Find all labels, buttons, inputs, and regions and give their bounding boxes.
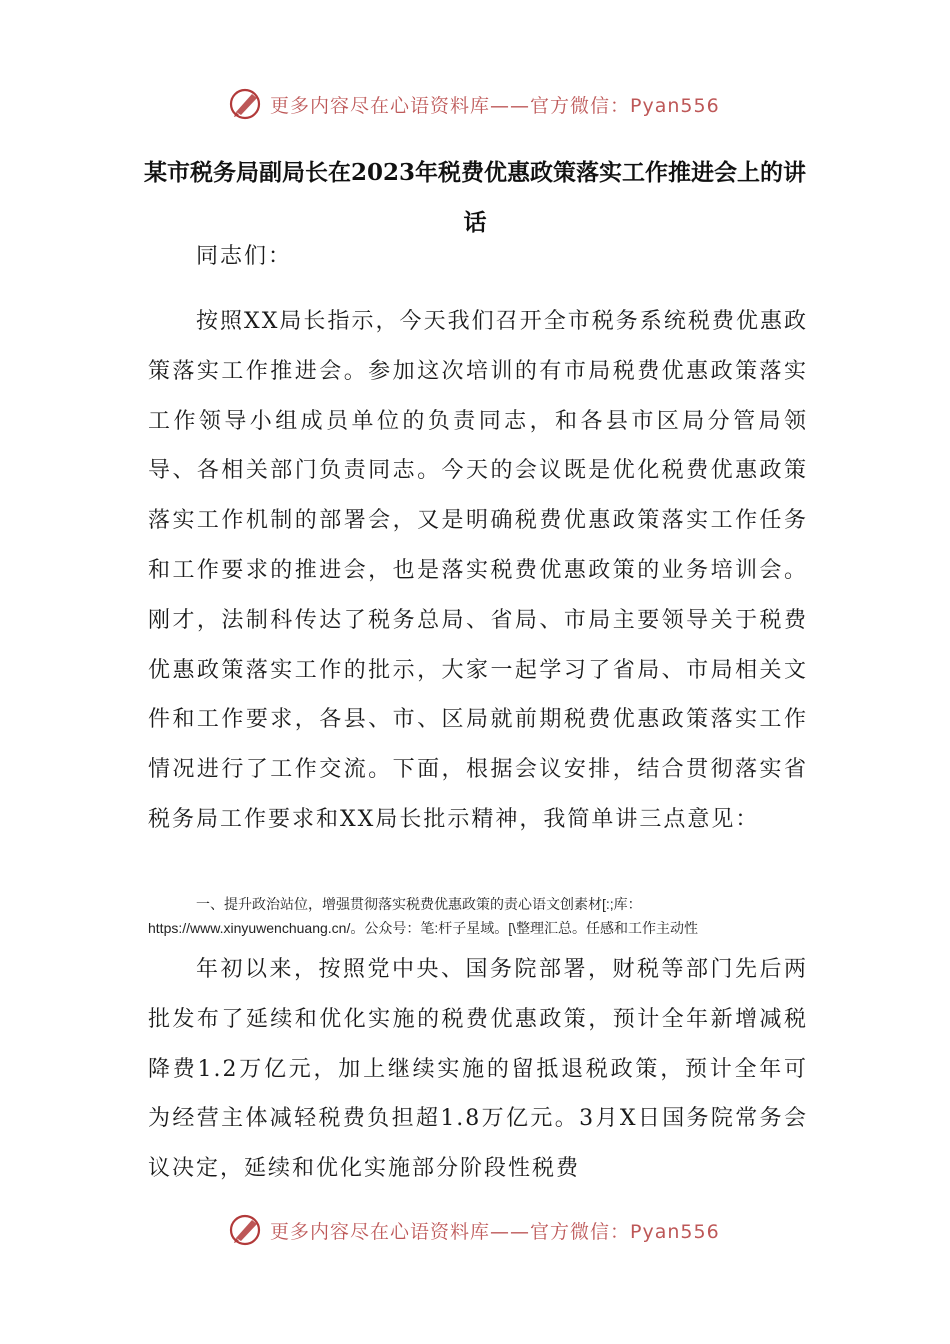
pen-logo-icon [228,86,266,122]
watermark-text: 更多内容尽在心语资料库——官方微信：Pyan556 [270,1220,720,1243]
section-heading-note: 一、提升政治站位，增强贯彻落实税费优惠政策的责心语文创素材[:;库：https://www.xinyuwenchuang.cn/。公众号：笔:杆子星域。[\整理汇总。任感和工作主动性 [148,896,698,936]
watermark-text: 更多内容尽在心语资料库——官方微信：Pyan556 [270,94,720,117]
document-title: 某市税务局副局长在2023年税费优惠政策落实工作推进会上的讲话 [143,159,806,236]
watermark-header [228,86,720,122]
watermark-footer [228,1212,720,1248]
paragraph-intro: 按照XX局长指示，今天我们召开全市税务系统税费优惠政策落实工作推进会。参加这次培训的有市局税费优惠政策落实工作领导小组成员单位的负责同志，和各县市区局分管局领导、各相关部门负责同志。今天的会议既是优化税费优惠政策落实工作机制的部署会，又是明确税费优惠政策落实工作任务和工作要求的推进会，也是落实税费优惠政策的业务培训会。刚才，法制科传达了税务总局、省局、市局主要领导关于税费优惠政策落实工作的批示，大家一起学习了省局、市局相关文件和工作要求，各县、市、区局就前期税费优惠政策落实工作情况进行了工作交流。下面，根据会议安排，结合贯彻落实省税务局工作要求和XX局长批示精神，我简单讲三点意见： [148,309,808,832]
greeting: 同志们： [196,244,293,269]
pen-logo-icon [228,1212,266,1248]
paragraph-body: 年初以来，按照党中央、国务院部署，财税等部门先后两批发布了延续和优化实施的税费优惠政策，预计全年新增减税降费1.2万亿元，加上继续实施的留抵退税政策，预计全年可为经营主体减轻税费负担超1.8万亿元。3月X日国务院常务会议决定，延续和优化实施部分阶段性税费 [148,957,808,1182]
